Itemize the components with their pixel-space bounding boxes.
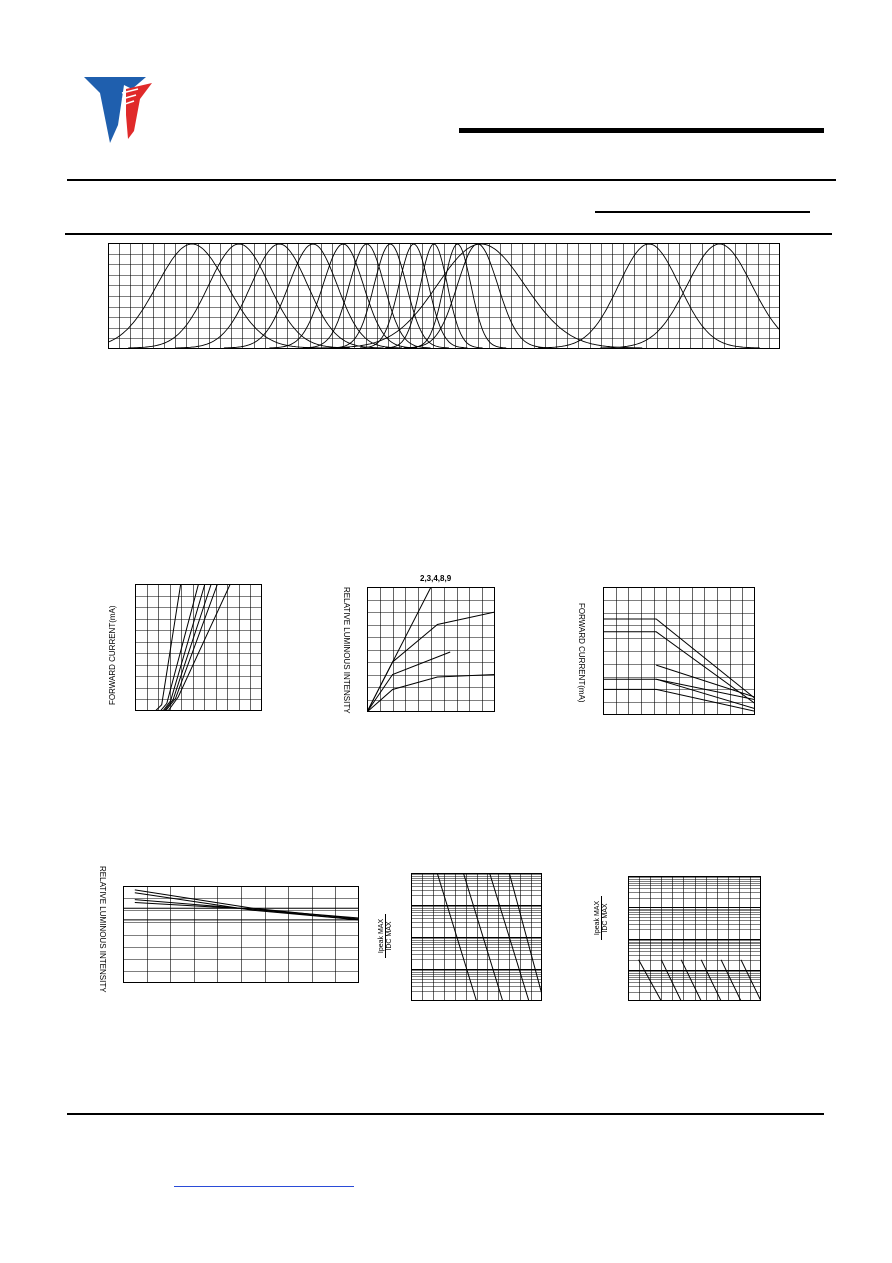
idc-label: IDC MAX (386, 921, 393, 951)
website-link[interactable] (174, 1186, 354, 1188)
company-logo-icon (80, 75, 156, 145)
pulse-ratio-left-ylabel (378, 914, 393, 958)
series-line-5 (721, 960, 741, 1001)
spectral-curve-8 (360, 244, 468, 348)
relative-intensity-temperature-chart (123, 886, 359, 983)
ipeak-label: Ipeak MAX (594, 896, 602, 940)
pulse-ratio-right-ylabel (594, 896, 609, 940)
spectral-curve-2 (128, 244, 350, 348)
plot-frame (368, 588, 495, 712)
spectral-curve-1 (108, 244, 321, 348)
plot-frame (124, 887, 359, 983)
ipeak-label: Ipeak MAX (378, 914, 386, 958)
series-line-1 (155, 584, 180, 711)
series-line-2 (603, 632, 755, 704)
plot-frame (629, 877, 761, 1001)
section-rule (65, 233, 832, 235)
series-line-6 (603, 689, 755, 711)
series-line-4 (701, 960, 721, 1001)
series-line-3 (681, 960, 701, 1001)
series-line-2 (367, 612, 495, 712)
plot-frame (136, 585, 262, 711)
spectral-curve-12 (320, 244, 643, 348)
header-rule (67, 179, 836, 181)
series-line-3 (163, 584, 205, 711)
spectral-distribution-chart (108, 243, 780, 349)
forward-current-derating-chart (603, 587, 755, 715)
relative-intensity-current-chart (367, 587, 495, 712)
relative-intensity-ylabel-1: RELATIVE LUMINOUS INTENSITY (342, 587, 351, 714)
pulse-ratio-chart-left (411, 873, 542, 1001)
pulse-ratio-chart-right (628, 876, 761, 1001)
series-line-2 (160, 584, 198, 711)
forward-current-derating-ylabel: FORWARD CURRENT(mA) (577, 603, 586, 703)
footer-rule (67, 1113, 824, 1115)
forward-current-chart (135, 584, 262, 711)
series-line-3 (367, 652, 450, 712)
series-line-6 (741, 960, 761, 1001)
series-line-2 (661, 960, 681, 1001)
spectral-curve-13 (538, 244, 760, 348)
forward-current-ylabel: FORWARD CURRENT(mA) (108, 605, 117, 705)
series-line-4 (164, 584, 211, 711)
plot-frame (604, 588, 755, 715)
spectral-curve-3 (175, 244, 383, 348)
spectral-curve-10 (409, 244, 507, 348)
header-thick-rule (459, 128, 824, 133)
idc-label: IDC MAX (602, 903, 609, 933)
plot-frame (109, 244, 780, 349)
relative-intensity-ylabel-2: RELATIVE LUMINOUS INTENSITY (98, 866, 107, 993)
series-line-1 (639, 960, 662, 1001)
section-rule-short (595, 211, 810, 213)
spectral-curve-14 (600, 244, 780, 348)
series-annotation: 2,3,4,8,9 (420, 574, 452, 583)
series-line-4 (367, 675, 495, 713)
